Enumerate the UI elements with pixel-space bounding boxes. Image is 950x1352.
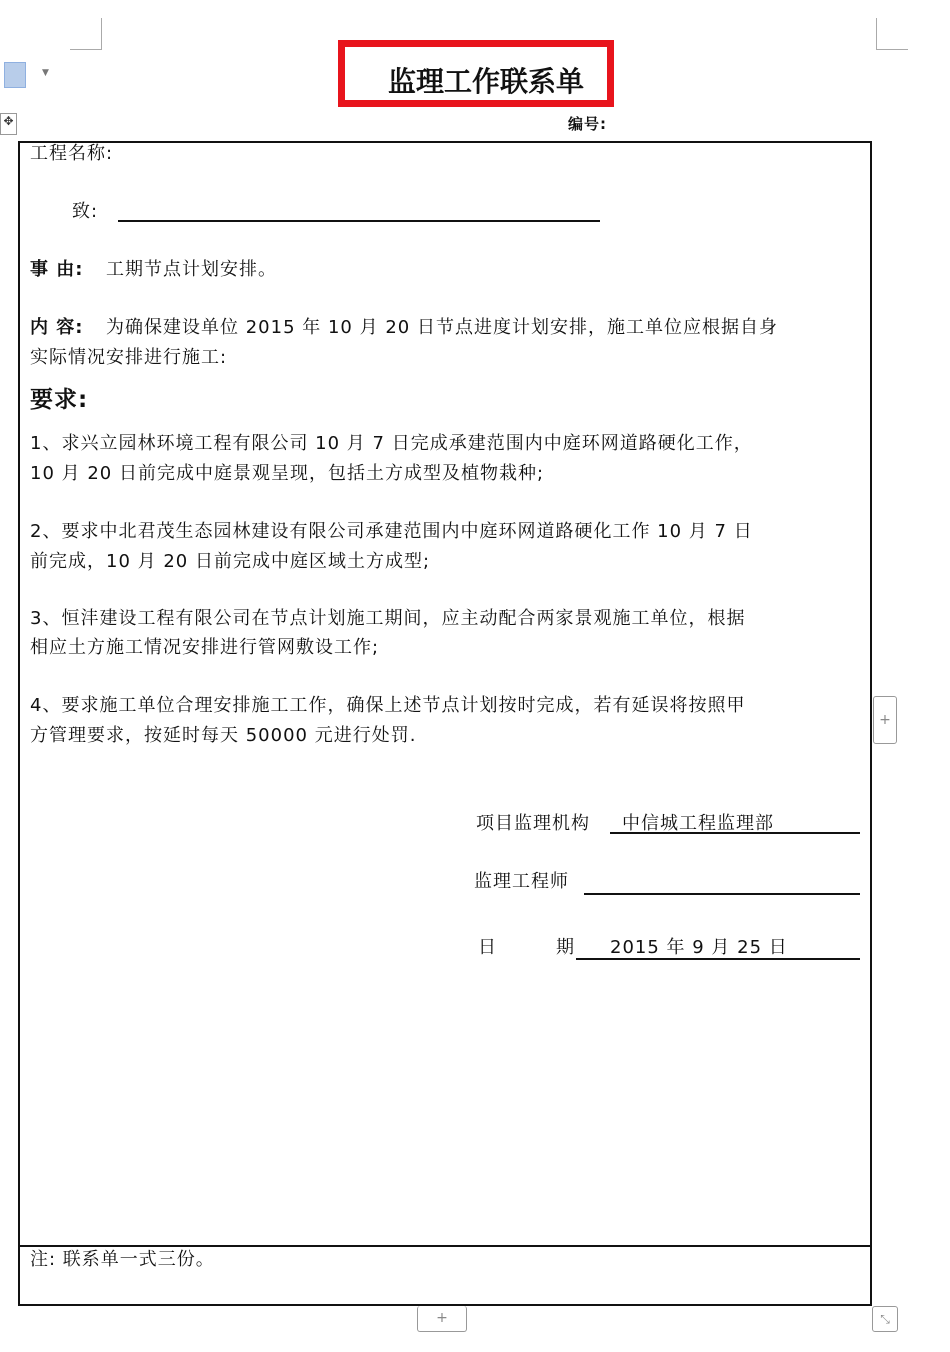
date-label: 期 bbox=[556, 937, 575, 958]
requirement-line: 前完成，10 月 20 日前完成中庭区域土方成型; bbox=[30, 551, 431, 572]
subject-value: 工期节点计划安排。 bbox=[106, 259, 277, 280]
requirements-heading: 要求: bbox=[30, 387, 89, 413]
chevron-down-icon[interactable]: ▼ bbox=[42, 68, 49, 78]
subject-label: 事 由: bbox=[30, 259, 84, 280]
page-title: 监理工作联系单 bbox=[388, 65, 585, 98]
project-name-label: 工程名称: bbox=[30, 143, 114, 164]
to-field-line[interactable] bbox=[118, 220, 600, 222]
requirement-line: 相应土方施工情况安排进行管网敷设工作; bbox=[30, 637, 380, 658]
table-move-handle-icon[interactable]: ✥ bbox=[0, 113, 17, 135]
requirement-line: 3、恒沣建设工程有限公司在节点计划施工期间，应主动配合两家景观施工单位，根据 bbox=[30, 608, 746, 629]
requirement-line: 方管理要求，按延时每天 50000 元进行处罚. bbox=[30, 725, 417, 746]
number-label: 编号: bbox=[568, 115, 607, 133]
to-label: 致: bbox=[72, 201, 99, 222]
crop-mark-top-right bbox=[876, 18, 908, 50]
content-line: 实际情况安排进行施工: bbox=[30, 347, 228, 368]
org-label: 项目监理机构 bbox=[476, 813, 590, 834]
content-label: 内 容: bbox=[30, 317, 84, 338]
requirement-line: 10 月 20 日前完成中庭景观呈现，包括土方成型及植物栽种; bbox=[30, 463, 545, 484]
date-value: 2015 年 9 月 25 日 bbox=[610, 937, 788, 958]
date-label: 日 bbox=[478, 937, 497, 958]
document-icon[interactable] bbox=[4, 62, 26, 88]
requirement-line: 4、要求施工单位合理安排施工工作，确保上述节点计划按时完成，若有延误将按照甲 bbox=[30, 695, 746, 716]
table-resize-handle-icon[interactable]: ⤡ bbox=[872, 1306, 898, 1332]
crop-mark-top-left bbox=[70, 18, 102, 50]
engineer-field-line[interactable] bbox=[584, 893, 860, 895]
engineer-label: 监理工程师 bbox=[474, 871, 569, 892]
content-line: 为确保建设单位 2015 年 10 月 20 日节点进度计划安排，施工单位应根据自身 bbox=[106, 317, 778, 338]
add-column-button[interactable]: + bbox=[873, 696, 897, 744]
add-row-button[interactable]: + bbox=[417, 1306, 467, 1332]
requirement-line: 1、求兴立园林环境工程有限公司 10 月 7 日完成承建范围内中庭环网道路硬化工作， bbox=[30, 433, 753, 454]
requirement-line: 2、要求中北君茂生态园林建设有限公司承建范围内中庭环网道路硬化工作 10 月 7 日 bbox=[30, 521, 753, 542]
org-value: 中信城工程监理部 bbox=[622, 813, 774, 834]
note-text: 注: 联系单一式三份。 bbox=[30, 1249, 215, 1270]
